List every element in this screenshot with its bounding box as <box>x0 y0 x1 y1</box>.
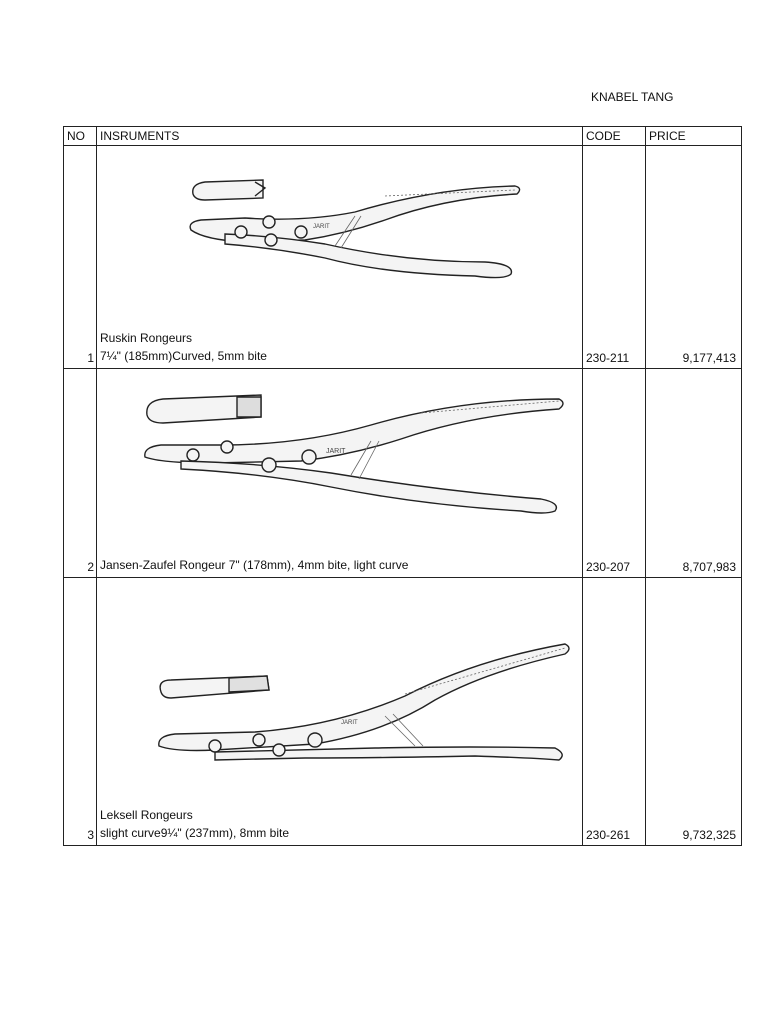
header-price: PRICE <box>646 127 742 146</box>
instrument-price-table <box>63 126 742 846</box>
brand-mark: JARIT <box>341 720 358 726</box>
instrument-cell <box>97 578 583 846</box>
instrument-code: 230-207 <box>583 369 646 578</box>
table-row <box>64 369 742 578</box>
table-row <box>64 146 742 369</box>
brand-mark: JARIT <box>313 224 330 230</box>
table-row <box>64 578 742 846</box>
instrument-code: 230-261 <box>583 578 646 846</box>
instrument-cell <box>97 146 583 369</box>
header-instruments: INSRUMENTS <box>97 127 583 146</box>
instrument-detail: 7¼" (185mm)Curved, 5mm bite <box>100 349 267 363</box>
brand-mark: JARIT <box>326 448 346 455</box>
instrument-cell <box>97 369 583 578</box>
instrument-name: Ruskin Rongeurs <box>100 331 193 345</box>
rongeur-light-curve-icon <box>141 391 571 516</box>
instrument-name: Leksell Rongeurs <box>100 808 193 822</box>
instrument-detail: slight curve9¼" (237mm), 8mm bite <box>100 826 289 840</box>
rongeur-curved-icon <box>185 176 525 291</box>
rongeur-slight-curve-icon <box>155 636 575 766</box>
instrument-detail: Jansen-Zaufel Rongeur 7" (178mm), 4mm bite, light curve <box>100 558 409 572</box>
instrument-price: 9,177,413 <box>646 146 742 369</box>
instrument-price: 8,707,983 <box>646 369 742 578</box>
row-number: 2 <box>64 369 97 578</box>
instrument-code: 230-211 <box>583 146 646 369</box>
document-title: KNABEL TANG <box>591 90 674 104</box>
row-number: 1 <box>64 146 97 369</box>
header-code: CODE <box>583 127 646 146</box>
instrument-price: 9,732,325 <box>646 578 742 846</box>
table-header-row <box>64 127 742 146</box>
row-number: 3 <box>64 578 97 846</box>
header-no: NO <box>64 127 97 146</box>
